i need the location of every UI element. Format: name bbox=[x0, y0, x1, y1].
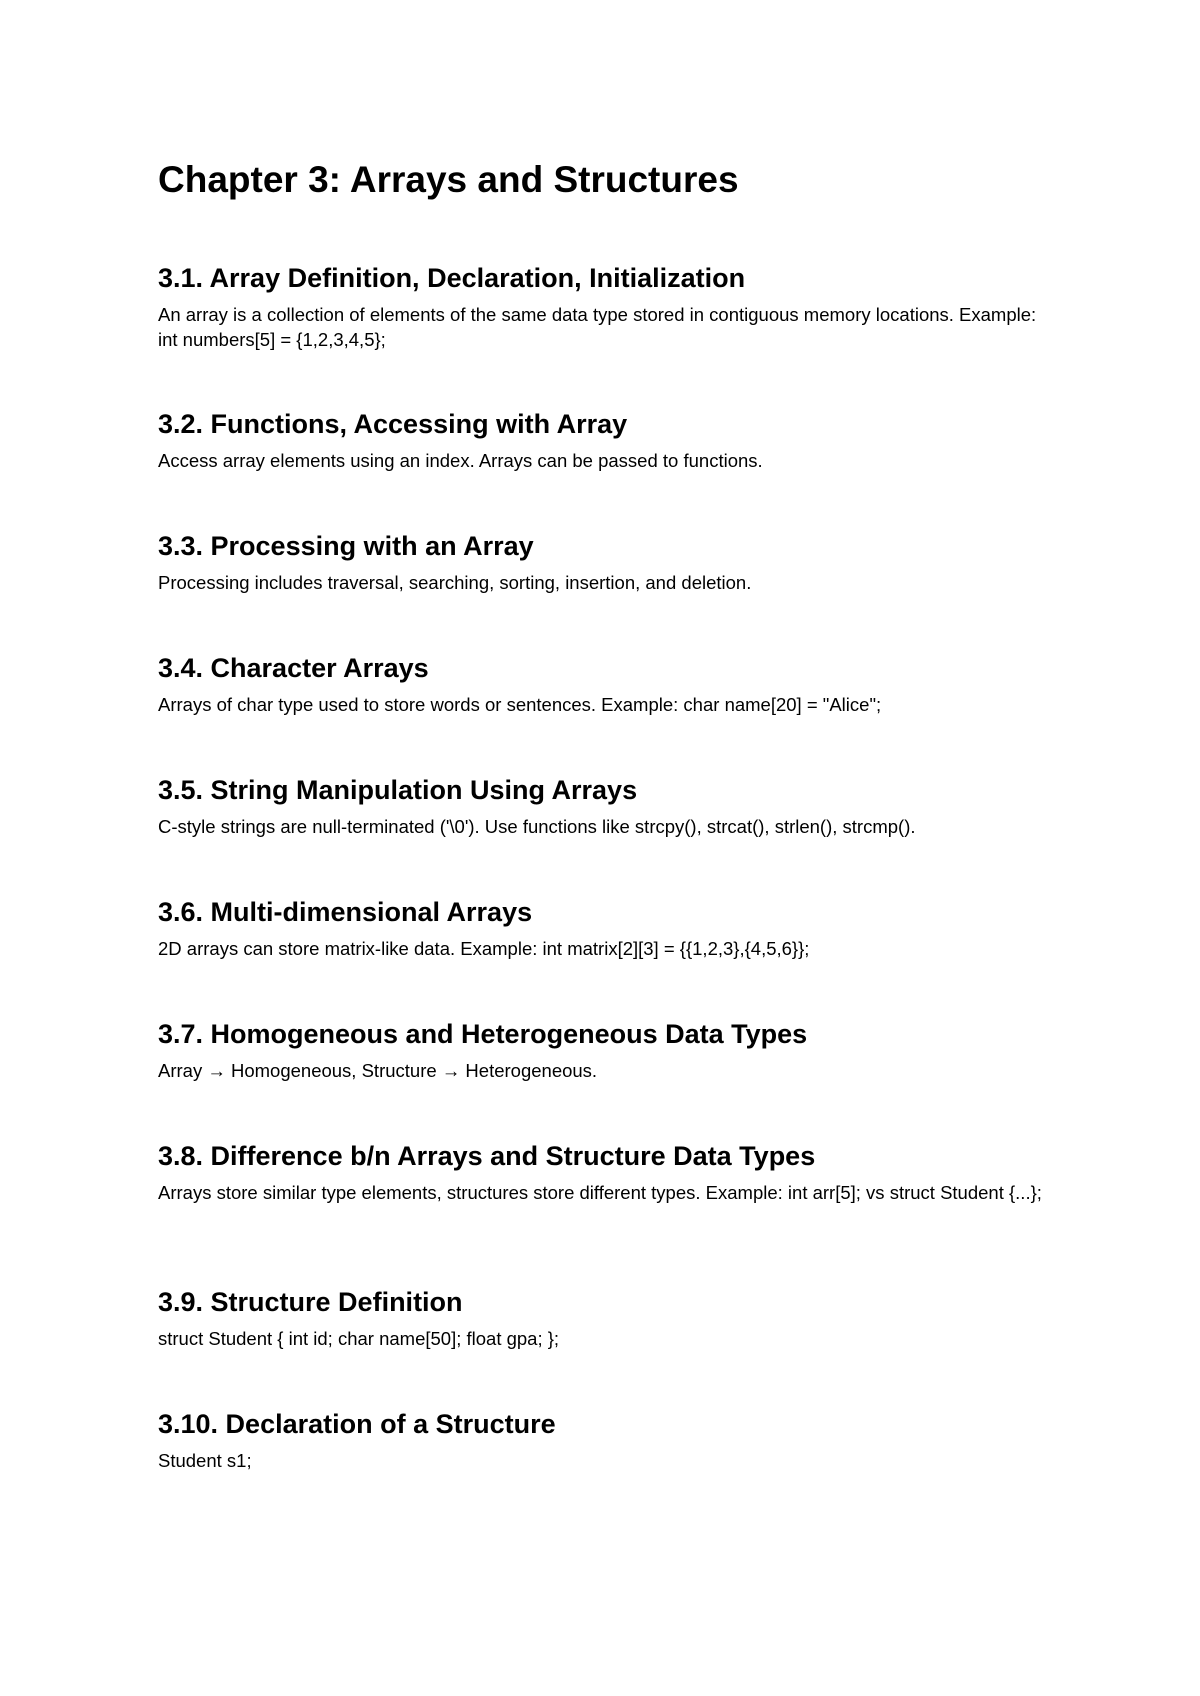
section-3-3 bbox=[158, 530, 1058, 595]
section-body: Arrays of char type used to store words or sentences. Example: char name[20] = "Alice"; bbox=[158, 694, 882, 715]
section-3-6 bbox=[158, 896, 1058, 961]
section-3-1 bbox=[158, 262, 1058, 352]
chapter-title: Chapter 3: Arrays and Structures bbox=[158, 159, 739, 200]
section-3-5 bbox=[158, 774, 1058, 839]
section-heading: 3.7. Homogeneous and Heterogeneous Data Types bbox=[158, 1019, 808, 1049]
section-body: Array → Homogeneous, Structure → Heterogeneous. bbox=[158, 1060, 598, 1081]
section-3-8 bbox=[158, 1140, 1058, 1205]
section-body: Access array elements using an index. Arrays can be passed to functions. bbox=[158, 450, 763, 471]
section-body: Processing includes traversal, searching, sorting, insertion, and deletion. bbox=[158, 572, 752, 593]
section-heading: 3.1. Array Definition, Declaration, Initialization bbox=[158, 263, 746, 293]
section-body: Student s1; bbox=[158, 1450, 252, 1471]
section-heading: 3.6. Multi-dimensional Arrays bbox=[158, 897, 533, 927]
section-body: 2D arrays can store matrix-like data. Example: int matrix[2][3] = {{1,2,3},{4,5,6}}; bbox=[158, 938, 810, 959]
section-3-7 bbox=[158, 1018, 1058, 1083]
section-3-9 bbox=[158, 1286, 1058, 1351]
section-heading: 3.2. Functions, Accessing with Array bbox=[158, 409, 628, 439]
section-heading: 3.10. Declaration of a Structure bbox=[158, 1409, 556, 1439]
section-3-10 bbox=[158, 1408, 1058, 1473]
section-heading: 3.8. Difference b/n Arrays and Structure Data Types bbox=[158, 1141, 816, 1171]
section-body: struct Student { int id; char name[50]; float gpa; }; bbox=[158, 1328, 560, 1349]
section-3-2 bbox=[158, 408, 1058, 473]
section-heading: 3.4. Character Arrays bbox=[158, 653, 429, 683]
section-body: An array is a collection of elements of the same data type stored in contiguous memory locations. Example: int numbers[5] = {1,2,3,4,5}; bbox=[158, 304, 1037, 350]
section-body: Arrays store similar type elements, structures store different types. Example: int arr[5]; vs struct Student {...}; bbox=[158, 1182, 1042, 1203]
section-heading: 3.5. String Manipulation Using Arrays bbox=[158, 775, 638, 805]
section-heading: 3.3. Processing with an Array bbox=[158, 531, 534, 561]
section-body: C-style strings are null-terminated ('\0'). Use functions like strcpy(), strcat(), strlen(), strcmp(). bbox=[158, 816, 916, 837]
section-3-4 bbox=[158, 652, 1058, 717]
section-heading: 3.9. Structure Definition bbox=[158, 1287, 463, 1317]
